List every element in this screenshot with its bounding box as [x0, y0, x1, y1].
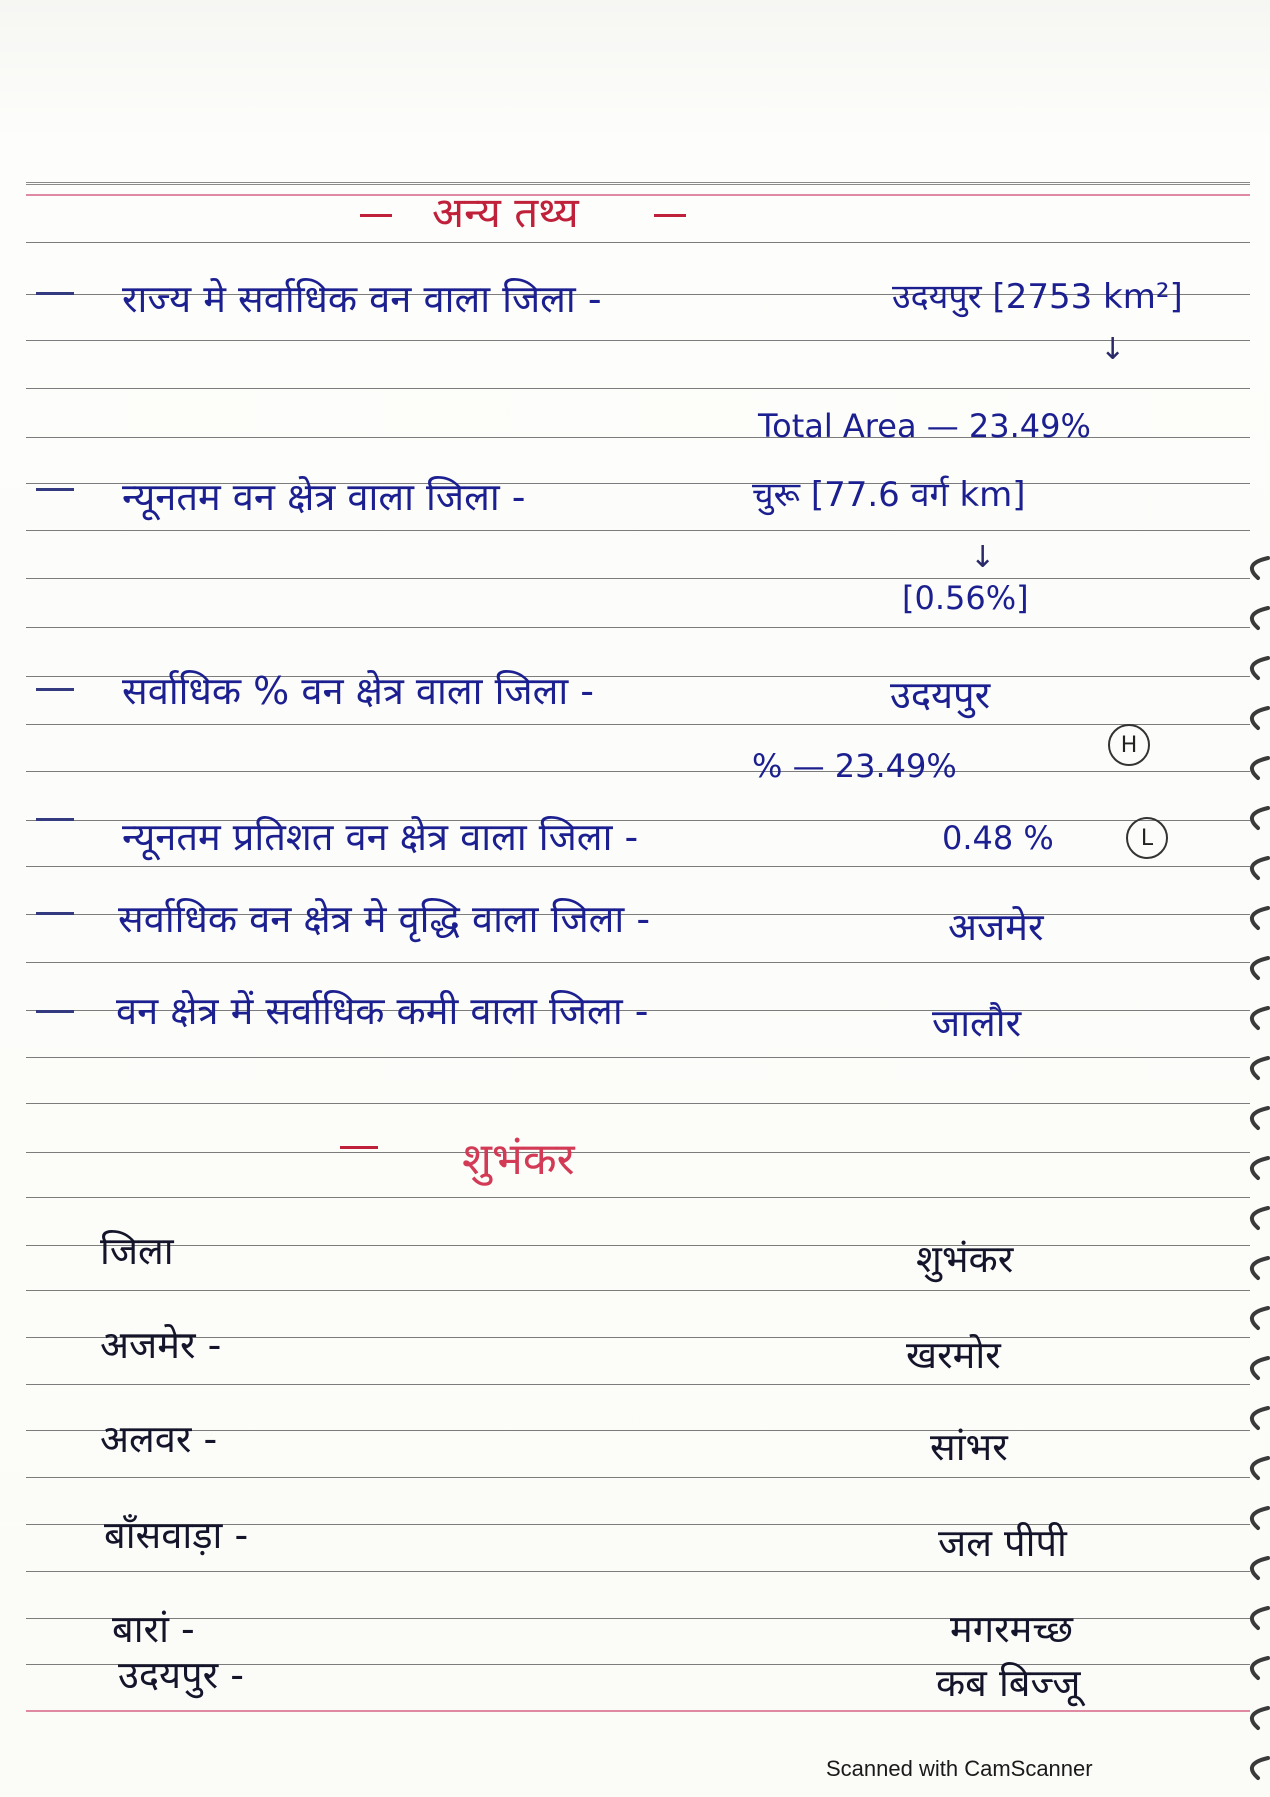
mascot-row-district: बाँसवाड़ा -: [104, 1513, 249, 1557]
down-arrow-icon: ↓: [970, 540, 996, 575]
rule-line: [26, 1057, 1250, 1058]
mascot-row-mascot: खरमोर: [906, 1333, 1001, 1377]
mascot-row-district: अजमेर -: [100, 1323, 222, 1367]
fact-label: सर्वाधिक वन क्षेत्र मे वृद्धि वाला जिला -: [118, 897, 651, 941]
spiral-binding-icon: [1234, 550, 1270, 1790]
highest-mark-icon: H: [1108, 724, 1150, 766]
heading-dash-right: [654, 214, 686, 217]
down-arrow-icon: ↓: [1100, 332, 1126, 367]
rule-line: [26, 1571, 1250, 1572]
rule-line: [26, 1245, 1250, 1246]
mascot-row-district: बारां -: [112, 1607, 195, 1651]
column-header-district: जिला: [100, 1229, 174, 1273]
mascot-row-district: अलवर -: [100, 1417, 218, 1461]
bullet-dash: [36, 688, 74, 691]
section-heading: अन्य तथ्य: [432, 188, 579, 237]
column-header-mascot: शुभंकर: [916, 1237, 1014, 1281]
rule-line: [26, 1290, 1250, 1291]
fact-value: चुरू [77.6 वर्ग km]: [752, 475, 1026, 515]
rule-line: [26, 866, 1250, 867]
rule-line: [26, 1197, 1250, 1198]
mascot-row-mascot: जल पीपी: [938, 1521, 1067, 1565]
rule-line: [26, 627, 1250, 628]
mascot-row-district: उदयपुर -: [118, 1653, 244, 1697]
fact-label: न्यूनतम प्रतिशत वन क्षेत्र वाला जिला -: [122, 815, 639, 859]
fact-value: उदयपुर: [890, 673, 991, 717]
fact-value: 0.48 %: [942, 819, 1054, 857]
mascot-row-mascot: कब बिज्जू: [936, 1661, 1081, 1705]
bullet-dash: [36, 1010, 74, 1013]
rule-line: [26, 340, 1250, 341]
fact-value: अजमेर: [948, 905, 1044, 949]
fact-label: सर्वाधिक % वन क्षेत्र वाला जिला -: [122, 669, 595, 713]
rule-line: [26, 962, 1250, 963]
rule-line: [26, 530, 1250, 531]
fact-label: न्यूनतम वन क्षेत्र वाला जिला -: [122, 475, 526, 519]
rule-line: [26, 771, 1250, 772]
rule-line: [26, 578, 1250, 579]
total-area-note: Total Area — 23.49%: [758, 407, 1091, 445]
heading-dash-left: [340, 1146, 378, 1149]
mascot-row-mascot: मगरमच्छ: [950, 1607, 1074, 1651]
rule-line: [26, 724, 1250, 725]
heading-dash-left: [360, 214, 392, 217]
percent-note: % — 23.49%: [752, 747, 957, 785]
bullet-dash: [36, 488, 74, 491]
mascot-heading: शुभंकर: [462, 1134, 575, 1185]
fact-value: उदयपुर [2753 km²]: [892, 277, 1183, 317]
top-red-line: [26, 194, 1250, 196]
fact-label: वन क्षेत्र में सर्वाधिक कमी वाला जिला -: [116, 989, 649, 1033]
rule-line: [26, 242, 1250, 243]
fact-label: राज्य मे सर्वाधिक वन वाला जिला -: [122, 277, 602, 321]
min-percent-note: [0.56%]: [902, 579, 1029, 617]
rule-line: [26, 1477, 1250, 1478]
top-margin-line: [26, 182, 1250, 185]
rule-line: [26, 1384, 1250, 1385]
bullet-dash: [36, 912, 74, 915]
fact-value: जालौर: [932, 1001, 1022, 1045]
scanner-watermark: Scanned with CamScanner: [826, 1756, 1093, 1781]
bullet-dash: [36, 818, 74, 821]
mascot-row-mascot: सांभर: [930, 1425, 1008, 1469]
rule-line: [26, 1103, 1250, 1104]
bottom-red-line: [26, 1710, 1250, 1712]
rule-line: [26, 388, 1250, 389]
lowest-mark-icon: L: [1126, 817, 1168, 859]
bullet-dash: [36, 292, 74, 295]
rule-line: [26, 1152, 1250, 1153]
